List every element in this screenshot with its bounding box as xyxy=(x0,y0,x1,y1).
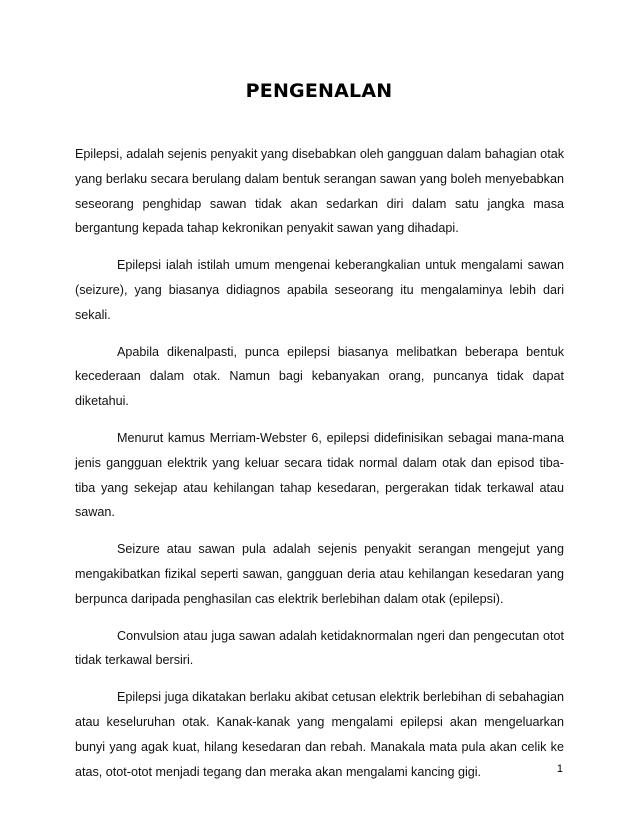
body-text xyxy=(75,142,564,796)
paragraph-2: Epilepsi ialah istilah umum mengenai keberangkalian untuk mengalami sawan (seizure), yang biasanya didiagnos apabila seseorang itu mengalaminya lebih dari sekali. xyxy=(75,258,564,322)
page-number: 1 xyxy=(556,763,563,775)
paragraph-4: Menurut kamus Merriam-Webster 6, epilepsi didefinisikan sebagai mana-mana jenis gangguan elektrik yang keluar secara tidak normal dalam otak dan episod tiba-tiba yang sekejap atau kehilangan tahap kesedaran, pergerakan tidak terkawal atau sawan. xyxy=(75,430,564,520)
paragraph-3: Apabila dikenalpasti, punca epilepsi biasanya melibatkan beberapa bentuk kecederaan dalam otak. Namun bagi kebanyakan orang, puncanya tidak dapat diketahui. xyxy=(75,344,564,409)
page-title: PENGENALAN xyxy=(245,80,393,102)
paragraph-7: Epilepsi juga dikatakan berlaku akibat cetusan elektrik berlebihan di sebahagian atau keseluruhan otak. Kanak-kanak yang mengalami epilepsi akan mengeluarkan bunyi yang agak kuat, hilang kesedaran dan rebah. Manakala mata pula akan celik ke atas, otot-otot menjadi tegang dan meraka akan mengalami kancing gigi. xyxy=(75,690,564,779)
paragraph-5: Seizure atau sawan pula adalah sejenis penyakit serangan mengejut yang mengakibatkan fizikal seperti sawan, gangguan deria atau kehilangan kesedaran yang berpunca daripada penghasilan cas elektrik berlebihan dalam otak (epilepsi). xyxy=(75,542,564,606)
paragraph-6: Convulsion atau juga sawan adalah ketidaknormalan ngeri dan pengecutan otot tidak terkawal bersiri. xyxy=(75,628,564,668)
paragraph-1: Epilepsi, adalah sejenis penyakit yang disebabkan oleh gangguan dalam bahagian otak yang berlaku secara berulang dalam bentuk serangan sawan yang boleh menyebabkan seseorang penghidap sawan tidak akan sedarkan diri dalam satu jangka masa bergantung kepada tahap kekronikan penyakit sawan yang dihadapi. xyxy=(75,147,564,236)
